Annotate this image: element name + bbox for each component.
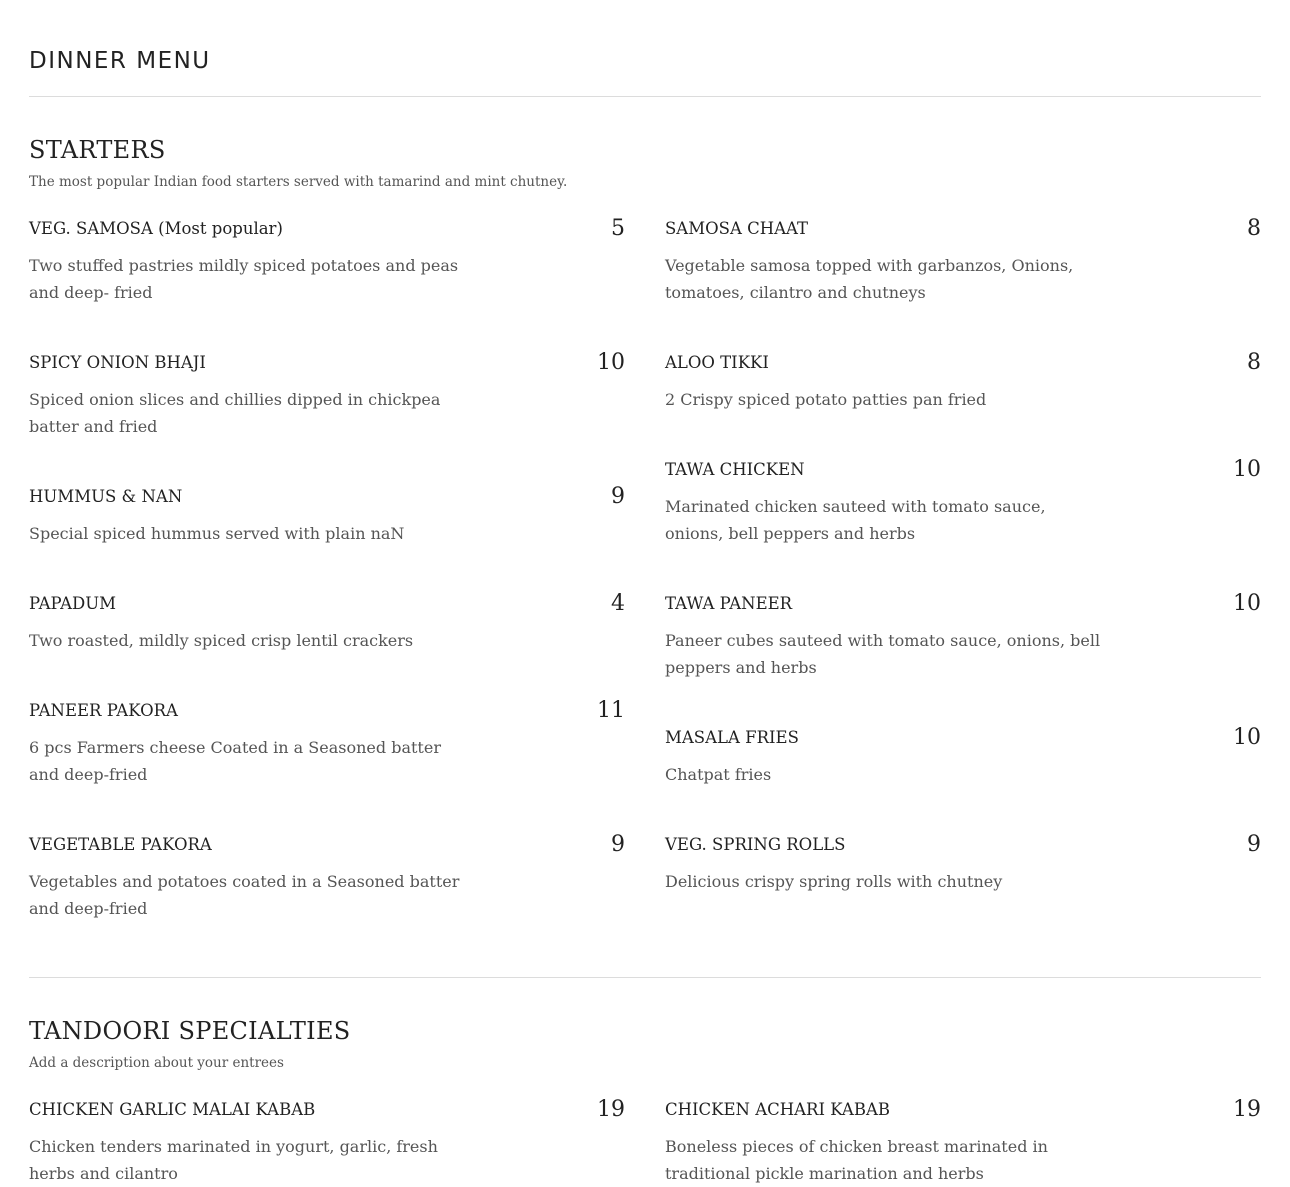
item-description: Special spiced hummus served with plain naN	[29, 524, 405, 543]
item-description: Chatpat fries	[665, 765, 772, 784]
item-description: 6 pcs Farmers cheese Coated in a Seasoned batter and deep-fried	[29, 738, 441, 784]
item-description: Two stuffed pastries mildly spiced potatoes and peas and deep- fried	[29, 256, 459, 302]
menu-item-tawa-chicken	[665, 459, 1261, 547]
item-price: 10	[1233, 457, 1261, 482]
item-name: SPICY ONION BHAJI	[29, 353, 206, 372]
item-name: CHICKEN GARLIC MALAI KABAB	[29, 1100, 316, 1119]
item-price: 8	[1247, 216, 1261, 241]
item-name: TAWA CHICKEN	[665, 460, 805, 479]
item-description: Spiced onion slices and chillies dipped in chickpea batter and fried	[29, 390, 441, 436]
section-description-starters: The most popular Indian food starters served with tamarind and mint chutney.	[29, 174, 568, 190]
section-title-starters: STARTERS	[29, 136, 166, 164]
menu-item-veg-spring-rolls	[665, 834, 1261, 895]
item-price: 9	[611, 484, 625, 509]
menu-item-vegetable-pakora	[29, 834, 625, 922]
menu-item-paneer-pakora	[29, 700, 625, 788]
item-name: PAPADUM	[29, 594, 117, 613]
divider	[29, 96, 1261, 97]
item-name: MASALA FRIES	[665, 728, 799, 747]
item-price: 10	[597, 350, 625, 375]
menu-item-hummus-nan	[29, 486, 625, 547]
item-name: CHICKEN ACHARI KABAB	[665, 1100, 890, 1119]
item-description: Boneless pieces of chicken breast marinated in traditional pickle marination and herbs	[665, 1137, 1048, 1183]
item-description: Paneer cubes sauteed with tomato sauce, onions, bell peppers and herbs	[665, 631, 1101, 677]
menu-item-aloo-tikki	[665, 352, 1261, 413]
item-description: Vegetables and potatoes coated in a Seasoned batter and deep-fried	[29, 872, 460, 918]
item-price: 10	[1233, 725, 1261, 750]
menu-item-papadum	[29, 593, 625, 654]
menu-item-tawa-paneer	[665, 593, 1261, 681]
item-name: PANEER PAKORA	[29, 701, 178, 720]
item-description: Marinated chicken sauteed with tomato sauce, onions, bell peppers and herbs	[665, 497, 1046, 543]
menu-item-veg-samosa	[29, 218, 625, 306]
item-price: 9	[1247, 832, 1261, 857]
item-name: SAMOSA CHAAT	[665, 219, 809, 238]
menu-title: DINNER MENU	[29, 48, 211, 74]
menu-item-samosa-chaat	[665, 218, 1261, 306]
item-price: 19	[1233, 1097, 1261, 1122]
item-price: 4	[611, 591, 625, 616]
item-description: Two roasted, mildly spiced crisp lentil crackers	[29, 631, 414, 650]
item-price: 8	[1247, 350, 1261, 375]
item-name: TAWA PANEER	[665, 594, 793, 613]
item-name: VEG. SPRING ROLLS	[665, 835, 846, 854]
item-name: HUMMUS & NAN	[29, 487, 183, 506]
item-name: ALOO TIKKI	[665, 353, 769, 372]
item-name: VEG. SAMOSA (Most popular)	[29, 219, 283, 238]
menu-item-chicken-achari-kabab	[665, 1099, 1261, 1187]
item-name: VEGETABLE PAKORA	[29, 835, 212, 854]
menu-item-masala-fries	[665, 727, 1261, 788]
section-title-tandoori: TANDOORI SPECIALTIES	[29, 1017, 351, 1045]
section-description-tandoori: Add a description about your entrees	[29, 1055, 284, 1071]
item-price: 5	[611, 216, 625, 241]
item-price: 10	[1233, 591, 1261, 616]
item-price: 9	[611, 832, 625, 857]
item-price: 11	[597, 698, 625, 723]
divider	[29, 977, 1261, 978]
item-description: 2 Crispy spiced potato patties pan fried	[665, 390, 987, 409]
item-description: Delicious crispy spring rolls with chutney	[665, 872, 1003, 891]
item-description: Chicken tenders marinated in yogurt, garlic, fresh herbs and cilantro	[29, 1137, 438, 1183]
menu-item-spicy-onion-bhaji	[29, 352, 625, 440]
menu-item-chicken-garlic-malai-kabab	[29, 1099, 625, 1187]
item-price: 19	[597, 1097, 625, 1122]
item-description: Vegetable samosa topped with garbanzos, Onions, tomatoes, cilantro and chutneys	[665, 256, 1074, 302]
